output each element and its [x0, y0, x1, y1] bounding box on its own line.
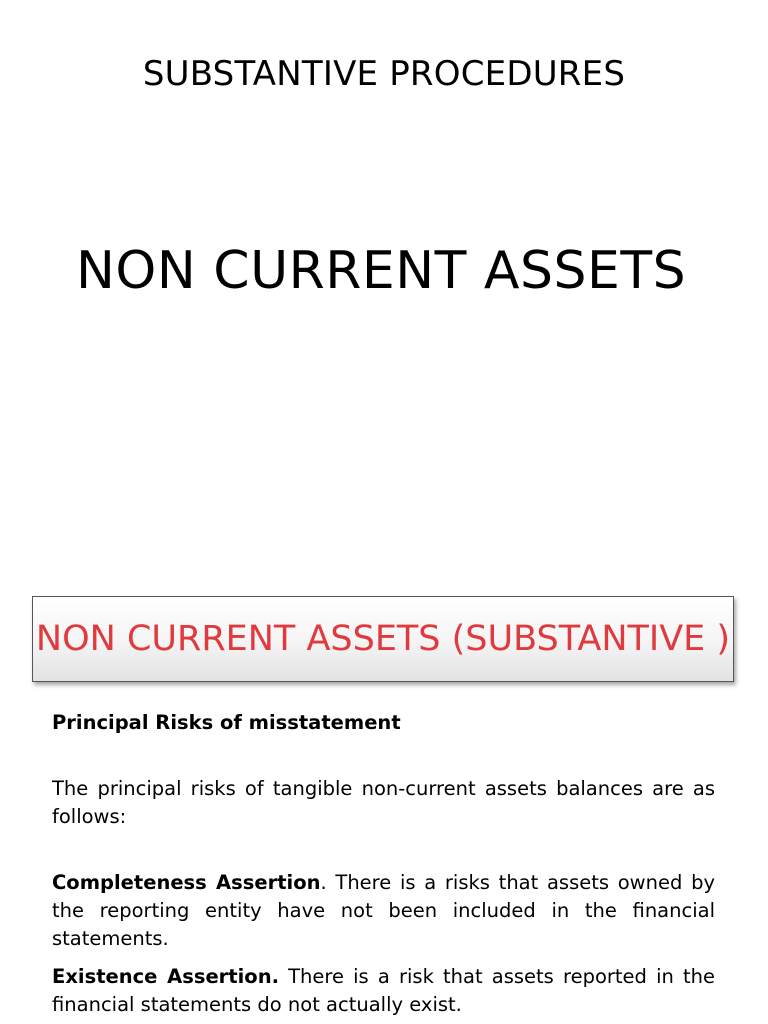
intro-paragraph: The principal risks of tangible non-current assets balances are as follows: [52, 777, 715, 828]
existence-term: Existence Assertion. [52, 965, 279, 988]
slide-heading: SUBSTANTIVE PROCEDURES [142, 54, 626, 94]
existence-text: There is a risk that assets reported in the financial statements do not actually exist. [52, 965, 715, 1016]
completeness-term: Completeness Assertion [52, 871, 321, 894]
section-subheading: Principal Risks of misstatement [52, 711, 401, 734]
completeness-paragraph [52, 869, 715, 953]
section-banner [32, 596, 734, 682]
existence-paragraph [52, 963, 715, 1019]
completeness-text: . There is a risks that assets owned by the reporting entity have not been included in the financial statements. [52, 871, 715, 950]
slide-title: NON CURRENT ASSETS [76, 241, 687, 301]
banner-title: NON CURRENT ASSETS (SUBSTANTIVE ) [35, 619, 731, 659]
